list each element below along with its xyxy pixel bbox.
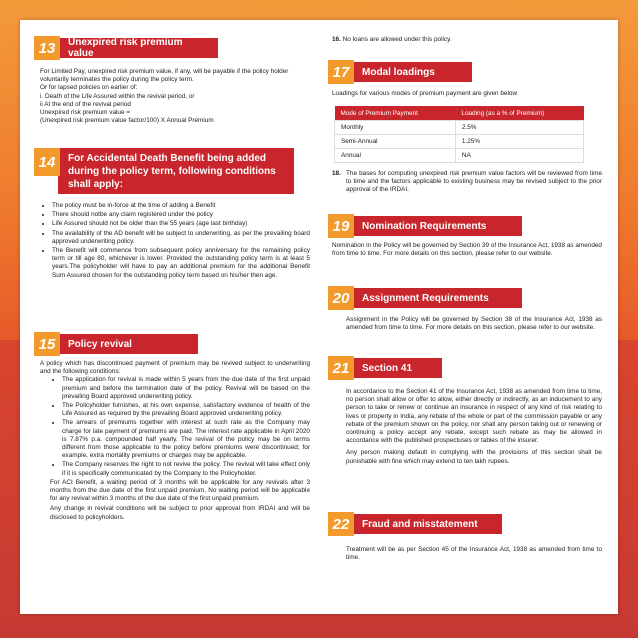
table-cell: Monthly	[335, 121, 456, 135]
section-number: 19	[328, 214, 354, 238]
modal-loadings-table	[334, 106, 584, 163]
section-20-header	[328, 286, 522, 310]
item-number: 18.	[332, 170, 341, 177]
paragraph: i. Death of the Life Assured within the revival period, or	[40, 92, 195, 100]
list-item: • The availability of the AD benefit will be subject to underwriting, as per the prevailing board approved underwriting policy.	[52, 230, 310, 246]
section-number: 20	[328, 286, 354, 310]
section-18	[332, 170, 602, 195]
list-item: • The Company reserves the right to not revive the policy. The revival will take effect only if it is specifically communicated by the Company to the Policyholder.	[62, 461, 310, 477]
section-number: 21	[328, 356, 354, 380]
list-item: • The policy must be in-force at the time of adding a Benefit	[52, 202, 310, 210]
paragraph: Any change in revival conditions will be subject to prior approval from IRDAI and will be disclosed to policyholders.	[50, 505, 310, 521]
paragraph: Unexpired risk premium value =	[40, 109, 131, 117]
section-19-body: Nomination in the Policy will be governed by Section 39 of the Insurance Act, 1938 as amended from time to time. For more details on this section, please refer to our website.	[332, 242, 602, 258]
list-item: • Life Assured should not be older than the 55 years (age last birthday)	[52, 220, 310, 228]
paragraph: The bases for computing unexpired risk premium value factors will be reviewed from time to time and the factors applicable to existing business may be revised subject to the prior approval of the IRDAI.	[346, 170, 602, 194]
section-title: Fraud and misstatement	[352, 514, 502, 534]
table-cell: NA	[455, 149, 583, 163]
paragraph: No loans are allowed under this policy.	[342, 36, 452, 43]
section-title: Modal loadings	[352, 62, 472, 82]
table-row	[335, 121, 584, 135]
section-13-body	[40, 68, 310, 125]
section-16	[332, 36, 602, 44]
table-row	[335, 135, 584, 149]
section-14-header	[34, 148, 294, 194]
list-item: • The Benefit will commence from subsequent policy anniversary for the remaining policy term or till age 80, whichever is lower. Provided the outstanding policy term is at least 5 years.The policyholder will have to pay an additional premium for the additional Benefit Sum Assured chosen for the outstanding policy term based on his/her then age.	[52, 247, 310, 280]
section-number: 22	[328, 512, 354, 536]
paragraph: (Unexpired risk premium value factor/100) X Annual Premium	[40, 117, 214, 125]
item-number: 16.	[332, 36, 341, 43]
section-22-body: Treatment will be as per Section 45 of the Insurance Act, 1938 as amended from time to time.	[346, 546, 602, 562]
section-19-header	[328, 214, 522, 238]
section-title: Policy revival	[58, 334, 198, 354]
section-15-body	[40, 360, 310, 522]
section-22-header	[328, 512, 502, 536]
paragraph: For ACI Benefit, a waiting period of 3 months will be applicable for any revivals after 3 months from the due date of the first unpaid premium. No waiting period will be applicable for any revival within 3 months of the due date of the first unpaid premium.	[50, 478, 310, 503]
table-cell: Annual	[335, 149, 456, 163]
table-row	[335, 149, 584, 163]
section-title: For Accidental Death Benefit being added during the policy term, following conditions shall apply:	[58, 148, 294, 194]
section-title: Nomination Requirements	[352, 216, 522, 236]
table-header: Mode of Premium Payment	[335, 106, 456, 121]
paragraph: ii At the end of the revival period	[40, 100, 131, 108]
paragraph: Or for lapsed policies on earlier of:	[40, 84, 138, 92]
section-20-body: Assignment in the Policy will be governed by Section 38 of the Insurance Act, 1938 as amended from time to time. For more details on this section, please refer to our website.	[346, 316, 602, 332]
table-cell: Semi-Annual	[335, 135, 456, 149]
table-header: Loading (as a % of Premium)	[455, 106, 583, 121]
section-title: Assignment Requirements	[352, 288, 522, 308]
section-number: 15	[34, 332, 60, 356]
paragraph: For Limited Pay, unexpired risk premium value, if any, will be payable if the policy holder voluntarily terminates the policy during the policy term.	[40, 68, 289, 84]
section-number: 13	[34, 36, 60, 60]
list-item: • There should notbe any claim registered under the policy	[52, 211, 310, 219]
section-number: 14	[34, 148, 60, 176]
section-17-header	[328, 60, 472, 84]
section-17-intro: Loadings for various modes of premium payment are given below	[332, 90, 518, 97]
paragraph: In accordance to the Section 41 of the Insurance Act, 1938 as amended from time to time, no person shall allow or offer to allow, either directly or indirectly, as an inducement to any person to take or renew or continue an insurance in respect of any kind of risk relating to lives or property in India, any rebate of the whole or part of the commission payable or any rebate of the premium shown on the policy, nor shall any person taking out or renewing or continuing a policy accept any rebate, except such rebate as may be allowed in accordance with the published prospectuses or tables of the insurer.	[346, 388, 602, 445]
section-number: 17	[328, 60, 354, 84]
section-21-body	[346, 388, 602, 466]
section-title: Section 41	[352, 358, 442, 378]
section-21-header	[328, 356, 442, 380]
table-cell: 2.5%	[455, 121, 583, 135]
paragraph: Any person making default in complying with the provisions of this section shall be punishable with fine which may extend to ten lakh rupees.	[346, 449, 602, 465]
document-page	[20, 20, 618, 614]
section-14-body	[40, 202, 310, 281]
section-13-header	[34, 36, 218, 60]
section-15-header	[34, 332, 198, 356]
list-item: • The arrears of premiums together with interest at such rate as the Company may charge for late payment of premiums are paid. The interest rate applicable in April 2020 is 7.87% p.a. compounded half yearly. The revival of the policy may be on terms different from those applicable to the policy before premiums were discontinued; for example, extra mortality premiums or charges may be applicable.	[62, 419, 310, 460]
list-item: • The Policyholder furnishes, at his own expense, satisfactory evidence of health of the Life Assured as required by the prevailing Board approved underwriting policy.	[62, 402, 310, 418]
section-title: Unexpired risk premium value	[58, 38, 218, 58]
paragraph: A policy which has discontinued payment of premium may be revived subject to underwriting and the following conditions:	[40, 360, 310, 376]
list-item: • The application for revival is made within 5 years from the due date of the first unpaid premium and before the termination date of the policy. Revival will be based on the prevailing Board approved underwriting policy.	[62, 376, 310, 401]
table-cell: 1.25%	[455, 135, 583, 149]
